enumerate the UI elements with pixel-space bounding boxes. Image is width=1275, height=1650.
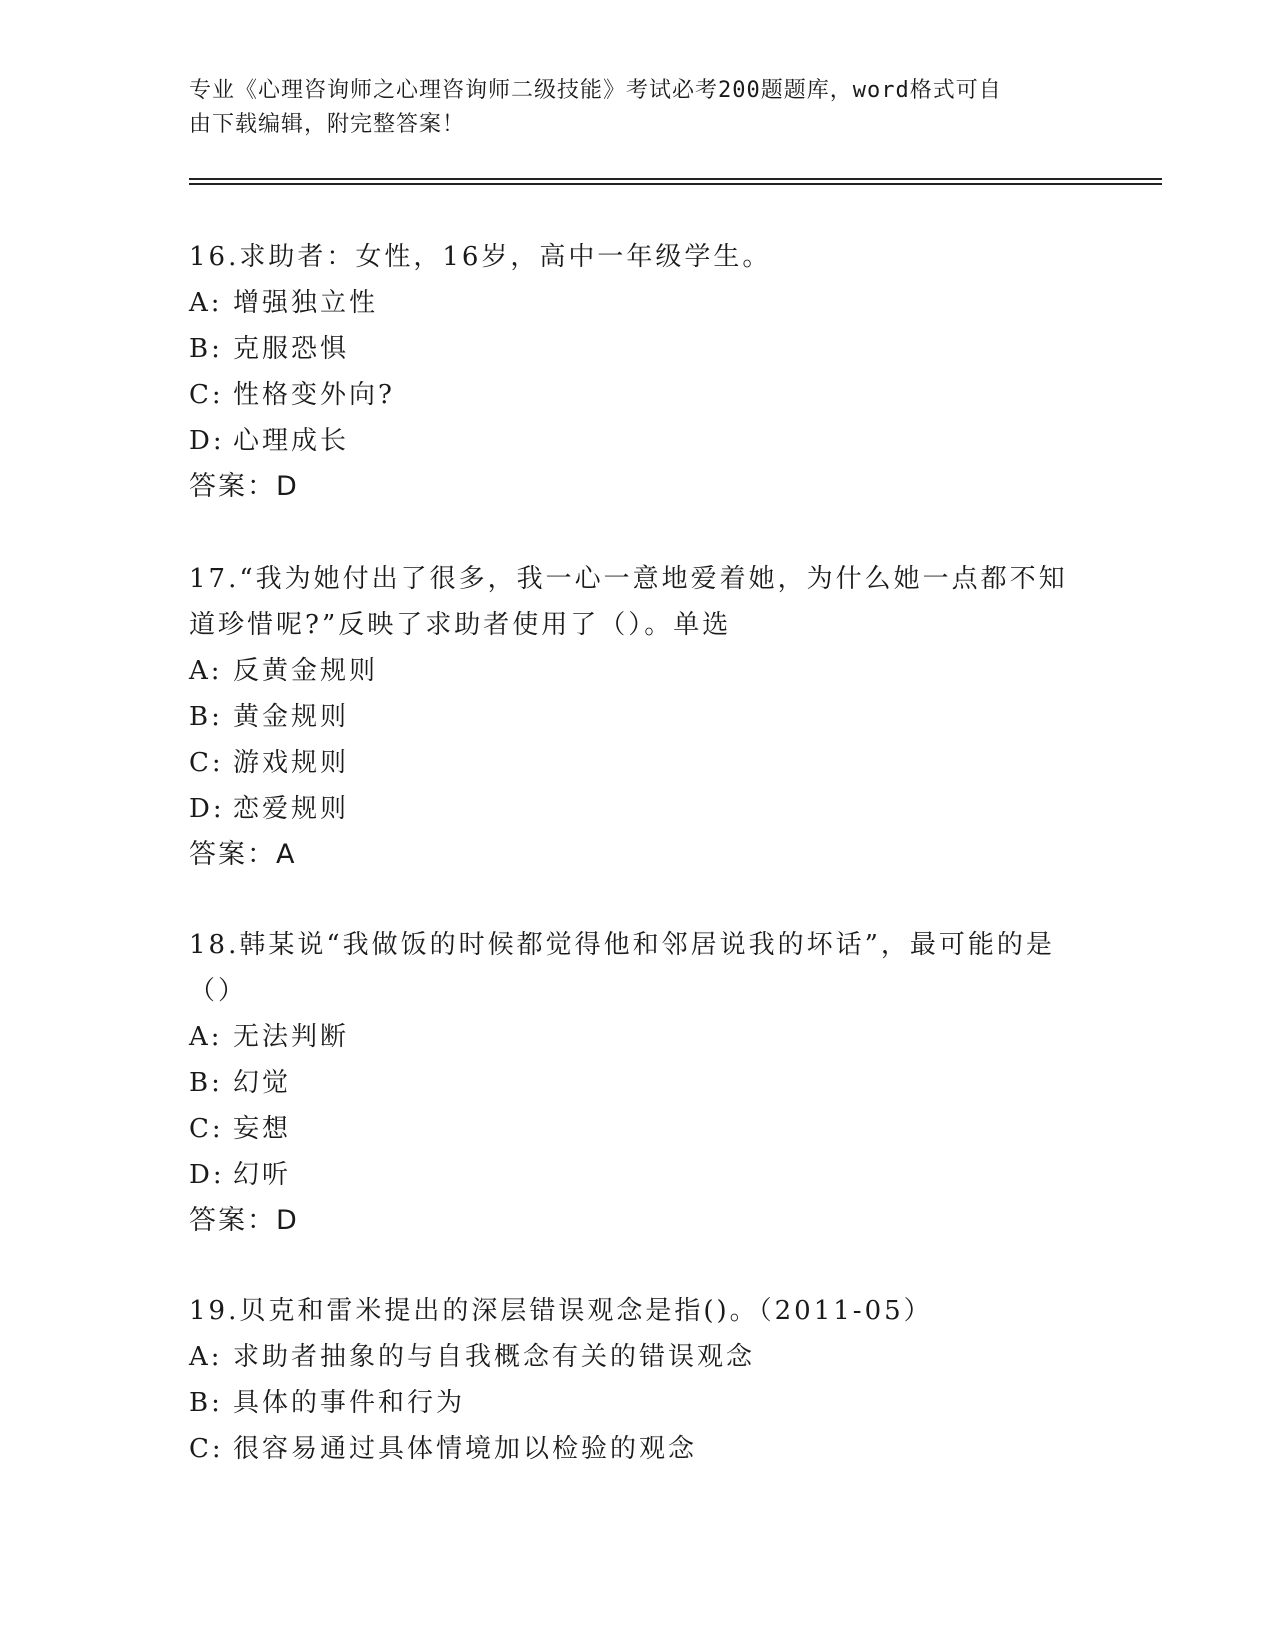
question-19	[189, 1288, 1089, 1472]
option-text: 恋爱规则	[233, 794, 350, 824]
option-d	[189, 786, 1089, 832]
question-18	[189, 922, 1089, 1244]
option-c	[189, 372, 1089, 418]
option-a	[189, 1334, 1089, 1380]
option-text: 幻觉	[233, 1068, 292, 1098]
option-key: C:	[189, 1434, 224, 1464]
option-c	[189, 1106, 1089, 1152]
option-a	[189, 648, 1089, 694]
option-text: 无法判断	[233, 1022, 350, 1052]
question-stem-continued: 道珍惜呢?”反映了求助者使用了（）。单选	[189, 610, 732, 640]
option-key: B:	[189, 1388, 223, 1418]
option-b	[189, 694, 1089, 740]
header-divider-top	[189, 178, 1162, 180]
option-key: A:	[189, 1342, 223, 1372]
option-b	[189, 1060, 1089, 1106]
option-key: C:	[189, 748, 224, 778]
option-key: A:	[189, 288, 223, 318]
option-text: 幻听	[233, 1160, 292, 1190]
option-text: 性格变外向?	[233, 380, 395, 410]
option-b	[189, 326, 1089, 372]
option-text: 心理成长	[233, 426, 350, 456]
option-key: B:	[189, 334, 223, 364]
answer-line: 答案：D	[189, 471, 299, 502]
answer-line: 答案：A	[189, 839, 297, 870]
option-key: A:	[189, 656, 223, 686]
document-header	[189, 74, 1089, 142]
option-d	[189, 1152, 1089, 1198]
option-key: B:	[189, 1068, 223, 1098]
option-b	[189, 1380, 1089, 1426]
option-text: 黄金规则	[233, 702, 350, 732]
option-key: D:	[189, 1160, 225, 1190]
header-line-1: 专业《心理咨询师之心理咨询师二级技能》考试必考200题题库，word格式可自	[189, 78, 1002, 103]
option-text: 反黄金规则	[233, 656, 379, 686]
option-key: D:	[189, 794, 225, 824]
option-d	[189, 418, 1089, 464]
header-line-2: 由下载编辑，附完整答案！	[189, 112, 466, 137]
question-stem: 19.贝克和雷米提出的深层错误观念是指()。（2011-05）	[189, 1296, 933, 1326]
question-stem: 17.“我为她付出了很多，我一心一意地爱着她，为什么她一点都不知	[189, 564, 1068, 594]
question-16	[189, 234, 1089, 510]
option-c	[189, 1426, 1089, 1472]
option-key: C:	[189, 1114, 224, 1144]
answer-line: 答案：D	[189, 1205, 299, 1236]
option-text: 增强独立性	[233, 288, 379, 318]
question-stem: 18.韩某说“我做饭的时候都觉得他和邻居说我的坏话”，最可能的是	[189, 930, 1055, 960]
option-text: 克服恐惧	[233, 334, 350, 364]
option-a	[189, 1014, 1089, 1060]
question-stem: 16.求助者：女性，16岁，高中一年级学生。	[189, 242, 772, 272]
option-key: D:	[189, 426, 225, 456]
option-text: 游戏规则	[233, 748, 350, 778]
option-text: 妄想	[233, 1114, 292, 1144]
option-a	[189, 280, 1089, 326]
option-key: C:	[189, 380, 224, 410]
question-17	[189, 556, 1089, 878]
option-text: 求助者抽象的与自我概念有关的错误观念	[233, 1342, 756, 1372]
option-key: A:	[189, 1022, 223, 1052]
option-text: 具体的事件和行为	[233, 1388, 466, 1418]
header-divider-bottom	[189, 183, 1162, 185]
option-c	[189, 740, 1089, 786]
option-key: B:	[189, 702, 223, 732]
option-text: 很容易通过具体情境加以检验的观念	[233, 1434, 698, 1464]
question-stem-continued: （）	[189, 976, 248, 1006]
